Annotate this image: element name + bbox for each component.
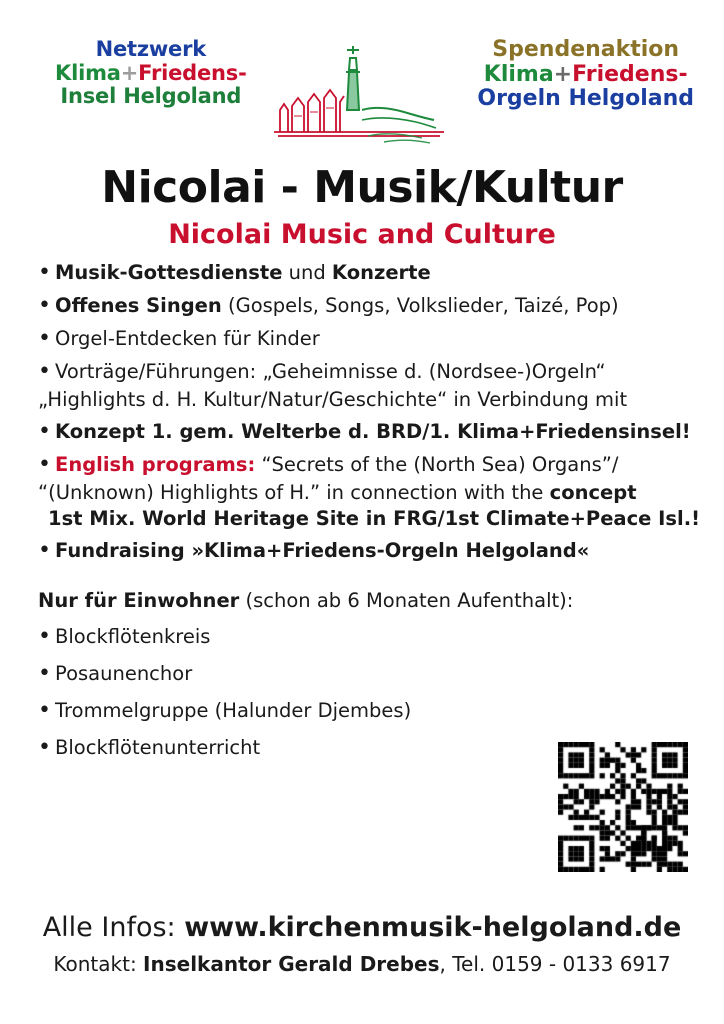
residents-item [38,699,706,722]
residents-item-label: Trommelgruppe (Halunder Djembes) [55,698,412,722]
footer-all-infos [0,912,724,943]
logo-right-plus: + [553,61,573,87]
program-list [0,262,724,562]
logo-left-klima: Klima [55,60,121,85]
bullet-icon: • [38,623,51,649]
logo-right-friedens: Friedens- [572,61,688,87]
program-text: English programs: [55,452,256,476]
program-text: Konzept 1. gem. Welterbe d. BRD/1. Klima+Friedensinsel! [55,419,691,443]
residents-item [38,662,706,685]
bullet-icon: • [38,660,51,686]
bullet-icon: • [38,697,51,723]
footer-contact-prefix: Kontakt: [53,952,144,976]
logo-right-line1: Spendenaktion [492,37,680,62]
program-text: Konzerte [331,261,431,284]
residents-item [38,625,706,648]
program-item [38,361,706,383]
bullet-icon: • [38,537,51,563]
qr-code-canvas [558,742,688,872]
program-item [38,295,706,317]
program-text: und [282,261,332,284]
program-text: 1st Mix. World Heritage Site in FRG/1st Climate+Peace Isl.! [48,507,701,530]
bullet-icon: • [38,451,51,477]
program-text: „Highlights d. H. Kultur/Natur/Geschichte“ in Verbindung mit [38,388,628,411]
logo-left-line2 [55,62,247,86]
residents-heading-bold: Nur für Einwohner [38,588,240,612]
program-item [38,451,706,477]
residents-item-label: Blockflötenkreis [55,624,211,648]
program-text: “(Unknown) Highlights of H.” in connection with the [38,480,550,504]
bullet-icon: • [38,359,51,384]
logo-right-line3: Orgeln Helgoland [477,86,694,112]
footer-contact-phone: , Tel. 0159 - 0133 6917 [439,952,671,976]
logo-right-klima: Klima [483,61,554,87]
program-text: Fundraising »Klima+Friedens-Orgeln Helgoland« [55,538,590,562]
helgoland-island-sketch-icon [258,36,458,154]
bullet-icon: • [38,326,51,351]
footer-infos-label: Alle Infos: [42,912,185,943]
footer [0,912,724,976]
bullet-icon: • [38,734,51,760]
bullet-icon: • [38,293,51,318]
program-text: concept [549,480,637,504]
program-line-continuation [38,509,706,529]
program-line-continuation [38,480,706,504]
header [0,0,724,160]
program-text: Vorträge/Führungen [55,360,250,383]
logo-left-plus: + [120,60,139,85]
page-subtitle: Nicolai Music and Culture [168,219,556,250]
program-text: Offenes Singen [55,294,222,317]
qr-code[interactable] [558,742,688,872]
page-title: Nicolai - Musik/Kultur [101,162,623,213]
program-text: “Secrets of the (North Sea) Organs”/ [255,452,619,476]
footer-website-url[interactable]: www.kirchenmusik-helgoland.de [184,912,682,943]
logo-spendenaktion-klima-friedens-orgeln [477,38,694,112]
logo-right-line2 [477,63,694,88]
program-text: : „Geheimnisse d. (Nordsee-)Orgeln“ [249,360,606,383]
residents-heading-rest: (schon ab 6 Monaten Aufenthalt): [239,588,574,612]
residents-list [0,625,724,759]
program-item [38,418,706,444]
footer-contact-name: Inselkantor Gerald Drebes [143,952,440,976]
program-item [38,262,706,284]
logo-left-friedens: Friedens- [138,60,247,85]
program-text: Orgel-Entdecken für Kinder [55,327,320,350]
bullet-icon: • [38,260,51,285]
footer-contact [0,952,724,976]
logo-left-line1: Netzwerk [95,37,207,61]
logo-netzwerk-klima-friedens-insel-helgoland [55,38,247,109]
program-line-continuation [38,390,706,410]
residents-heading [0,589,724,612]
program-text: (Gospels, Songs, Volkslieder, Taizé, Pop) [221,294,619,317]
program-item [38,328,706,350]
program-text: Musik-Gottesdienste [55,261,283,284]
residents-item-label: Posaunenchor [55,661,193,685]
bullet-icon: • [38,418,51,444]
logo-left-line3: Insel Helgoland [60,84,242,109]
residents-item-label: Blockflötenunterricht [55,735,261,759]
program-item [38,537,706,563]
